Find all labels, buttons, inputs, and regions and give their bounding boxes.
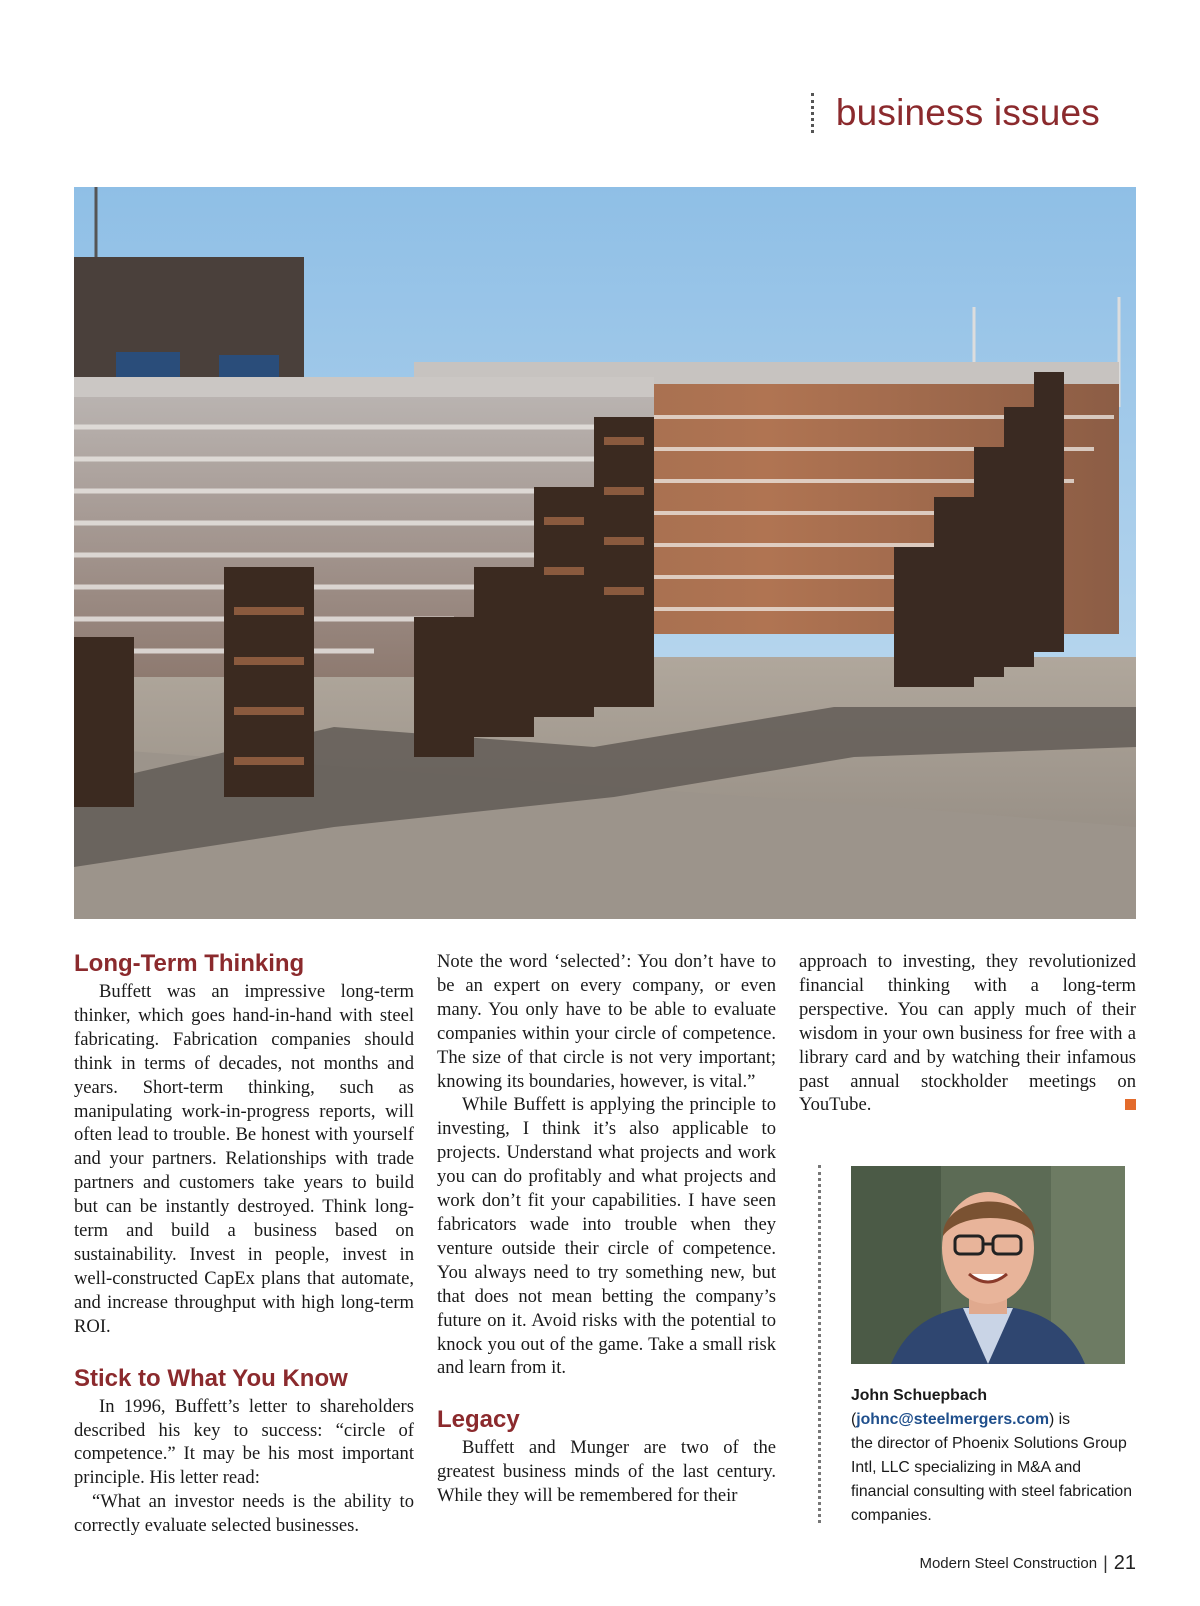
bio-paren: ( bbox=[851, 1411, 857, 1428]
section-title: business issues bbox=[835, 92, 1100, 133]
author-email-link[interactable]: johnc@steelmergers.com bbox=[856, 1411, 1050, 1428]
publication-name: Modern Steel Construction bbox=[919, 1555, 1098, 1572]
paragraph: In 1996, Buffett’s letter to shareholders described his key to success: “circle of competence.” It may be his most important principle. His letter read: bbox=[74, 1395, 414, 1489]
heading-stick-to-what-you-know: Stick to What You Know bbox=[74, 1364, 348, 1392]
bio-dotted-divider bbox=[818, 1165, 821, 1523]
paragraph: Buffett and Munger are two of the greatest business minds of the last century. While they will be remembered for their bbox=[437, 1437, 776, 1507]
paragraph: “What an investor needs is the ability to correctly evaluate selected businesses. bbox=[74, 1491, 414, 1537]
column-3 bbox=[799, 950, 1136, 1117]
author-headshot bbox=[851, 1166, 1125, 1364]
paragraph: Note the word ‘selected’: You don’t have to be an expert on every company, or even many. You only have to be able to evaluate companies within your circle of competence. The size of that circle is not very important; knowing its boundaries, however, is vital.” bbox=[437, 951, 776, 1092]
page-number: 21 bbox=[1113, 1552, 1136, 1574]
column-1 bbox=[74, 950, 414, 1538]
steel-beams-photo bbox=[74, 187, 1136, 919]
author-portrait-icon bbox=[851, 1166, 1125, 1364]
column-2 bbox=[437, 950, 776, 1508]
author-description: the director of Phoenix Solutions Group Intl, LLC specializing in M&A and financial consulting with steel fabrication companies. bbox=[851, 1435, 1132, 1524]
page-footer bbox=[919, 1552, 1136, 1575]
heading-legacy: Legacy bbox=[437, 1406, 520, 1434]
author-name: John Schuepbach bbox=[851, 1387, 988, 1404]
end-of-article-icon bbox=[1125, 1099, 1136, 1110]
heading-long-term-thinking: Long-Term Thinking bbox=[74, 950, 305, 977]
paragraph: Buffett was an impressive long-term thinker, which goes hand-in-hand with steel fabricating. Fabrication companies should think in terms of decades, not months and years. Short-term thinking, such as manipulating work-in-progress reports, will often lead to trouble. Be honest with yourself and your partners. Relationships with trade partners and customers take years to build but can be instantly destroyed. Think long-term and build a business based on sustainability. Invest in people, invest in well-constructed CapEx plans that automate, and increase throughput with high long-term ROI. bbox=[74, 981, 414, 1337]
dotted-divider bbox=[811, 93, 814, 133]
paragraph bbox=[799, 950, 1136, 1117]
footer-separator: | bbox=[1103, 1553, 1108, 1573]
author-bio bbox=[851, 1384, 1136, 1528]
section-tag bbox=[811, 88, 1100, 138]
bio-after-email: ) is bbox=[1049, 1411, 1071, 1428]
paragraph-text: approach to investing, they revolutionized financial thinking with a long-term perspective. You can apply much of their wisdom in your own business for free with a library card and by watching their infamous past annual stockholder meetings on YouTube. bbox=[799, 951, 1136, 1116]
paragraph: While Buffett is applying the principle to investing, I think it’s also applicable to projects. Understand what projects and work you can do profitably and what projects and work don’t fit your capabilities. I have seen fabricators wade into trouble when they venture outside their circle of competence. You always need to try something new, but that does not mean betting the company’s future on it. Avoid risks with the potential to knock you out of the game. Take a small risk and learn from it. bbox=[437, 1094, 776, 1379]
steel-beams-photo-icon bbox=[74, 187, 1136, 919]
